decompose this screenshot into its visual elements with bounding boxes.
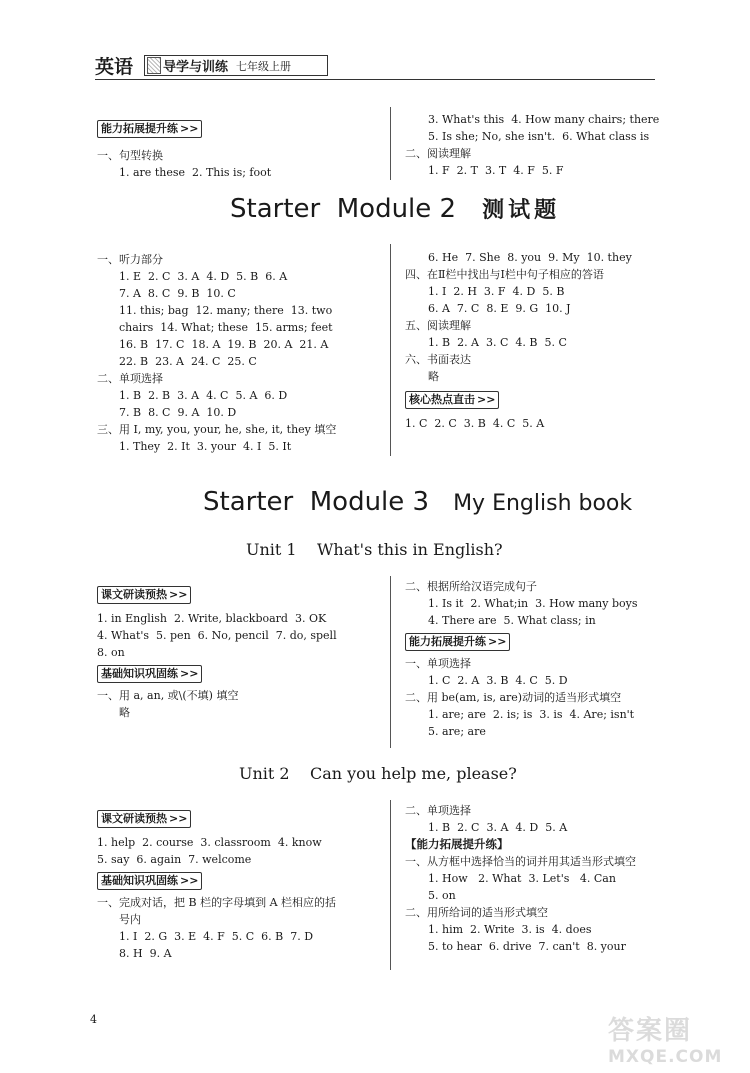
column-divider bbox=[390, 800, 391, 970]
grade-label: 七年级上册 bbox=[236, 59, 292, 73]
text-line: 四、在Ⅱ栏中找出与Ⅰ栏中句子相应的答语 bbox=[405, 268, 604, 281]
section-tag: 核心热点直击 >> bbox=[405, 391, 499, 409]
module-subtitle: My English book bbox=[453, 491, 633, 516]
text-line: 1. help 2. course 3. classroom 4. know bbox=[97, 836, 322, 849]
section-tag: 能力拓展提升练 >> bbox=[97, 120, 202, 138]
module3-heading bbox=[203, 487, 632, 517]
text-line: 二、单项选择 bbox=[97, 372, 163, 385]
text-line: chairs 14. What; these 15. arms; feet bbox=[119, 321, 333, 334]
text-line: 二、用 be(am, is, are)动词的适当形式填空 bbox=[405, 691, 622, 704]
section-tag: 能力拓展提升练 >> bbox=[405, 633, 510, 651]
text-line: 7. A 8. C 9. B 10. C bbox=[119, 287, 236, 300]
text-line: 5. on bbox=[428, 889, 456, 902]
text-line: 二、根据所给汉语完成句子 bbox=[405, 580, 537, 593]
book-banner bbox=[144, 55, 328, 76]
text-line: 略 bbox=[428, 370, 439, 383]
unit2-left bbox=[97, 810, 336, 962]
text-line: 3. What's this 4. How many chairs; there bbox=[428, 113, 660, 126]
text-line: 1. C 2. A 3. B 4. C 5. D bbox=[428, 674, 568, 687]
text-line: 8. H 9. A bbox=[119, 947, 172, 960]
text-line: 1. I 2. H 3. F 4. D 5. B bbox=[428, 285, 565, 298]
header-rule bbox=[95, 79, 655, 80]
text-line: 六、书面表达 bbox=[405, 353, 471, 366]
text-line: 6. A 7. C 8. E 9. G 10. J bbox=[428, 302, 571, 315]
double-chevron-icon: >> bbox=[180, 874, 199, 887]
watermark-logo bbox=[608, 1010, 738, 1066]
text-line: 1. B 2. A 3. C 4. B 5. C bbox=[428, 336, 567, 349]
section-tag: 课文研读预热 >> bbox=[97, 586, 191, 604]
book-logo-icon bbox=[147, 57, 161, 74]
page-number: 4 bbox=[90, 1013, 97, 1026]
text-line: 1. How 2. What 3. Let's 4. Can bbox=[428, 872, 616, 885]
book-title: 导学与训练 bbox=[163, 60, 229, 75]
unit1-left bbox=[97, 586, 337, 721]
page-header bbox=[95, 52, 655, 76]
text-line: 一、从方框中选择恰当的词并用其适当形式填空 bbox=[405, 855, 636, 868]
double-chevron-icon: >> bbox=[169, 588, 188, 601]
module2-right bbox=[405, 249, 632, 432]
text-line: 22. B 23. A 24. C 25. C bbox=[119, 355, 257, 368]
text-line: 5. are; are bbox=[428, 725, 486, 738]
module2-heading bbox=[230, 193, 560, 224]
text-line: 5. Is she; No, she isn't. 6. What class is bbox=[428, 130, 650, 143]
text-line: 一、听力部分 bbox=[97, 253, 163, 266]
text-line: 1. Is it 2. What;in 3. How many boys bbox=[428, 597, 638, 610]
text-line: 6. He 7. She 8. you 9. My 10. they bbox=[428, 251, 632, 264]
text-line: 8. on bbox=[97, 646, 125, 659]
text-line: 4. There are 5. What class; in bbox=[428, 614, 596, 627]
section-tag: 基础知识巩固练 >> bbox=[97, 665, 202, 683]
text-line: 7. B 8. C 9. A 10. D bbox=[119, 406, 237, 419]
unit2-title: Unit 2 Can you help me, please? bbox=[239, 764, 517, 783]
text-line: 二、阅读理解 bbox=[405, 147, 471, 160]
text-line: 二、用所给词的适当形式填空 bbox=[405, 906, 548, 919]
text-line: 一、完成对话，把 B 栏的字母填到 A 栏相应的括 bbox=[97, 896, 337, 909]
module-subtitle: 测试题 bbox=[482, 197, 561, 223]
text-line: 五、阅读理解 bbox=[405, 319, 471, 332]
text-line: 1. F 2. T 3. T 4. F 5. F bbox=[428, 164, 564, 177]
section1-left bbox=[97, 120, 271, 181]
section-tag: 【能力拓展提升练】 bbox=[405, 837, 509, 851]
text-line: 一、单项选择 bbox=[405, 657, 471, 670]
text-line: 1. I 2. G 3. E 4. F 5. C 6. B 7. D bbox=[119, 930, 314, 943]
watermark-text: 答案圈 bbox=[608, 1016, 693, 1046]
text-line: 4. What's 5. pen 6. No, pencil 7. do, spell bbox=[97, 629, 337, 642]
unit2-right bbox=[405, 802, 636, 955]
text-line: 1. are these 2. This is; foot bbox=[119, 166, 272, 179]
text-line: 一、用 a, an, 或\(不填) 填空 bbox=[97, 689, 239, 702]
watermark-url: MXQE.COM bbox=[608, 1047, 723, 1067]
double-chevron-icon: >> bbox=[180, 667, 199, 680]
unit1-right bbox=[405, 578, 638, 740]
text-line: 1. him 2. Write 3. is 4. does bbox=[428, 923, 592, 936]
section1-right bbox=[405, 111, 659, 179]
text-line: 号内 bbox=[119, 913, 141, 926]
text-line: 1. They 2. It 3. your 4. I 5. It bbox=[119, 440, 292, 453]
text-line: 二、单项选择 bbox=[405, 804, 471, 817]
module-title: Starter Module 2 bbox=[230, 194, 457, 224]
section-tag: 基础知识巩固练 >> bbox=[97, 872, 202, 890]
text-line: 略 bbox=[119, 706, 130, 719]
text-line: 1. E 2. C 3. A 4. D 5. B 6. A bbox=[119, 270, 288, 283]
double-chevron-icon: >> bbox=[169, 812, 188, 825]
unit1-title: Unit 1 What's this in English? bbox=[246, 540, 503, 559]
text-line: 16. B 17. C 18. A 19. B 20. A 21. A bbox=[119, 338, 329, 351]
text-line: 1. are; are 2. is; is 3. is 4. Are; isn't bbox=[428, 708, 635, 721]
module2-left bbox=[97, 251, 336, 455]
column-divider bbox=[390, 244, 391, 456]
double-chevron-icon: >> bbox=[180, 122, 199, 135]
text-line: 1. C 2. C 3. B 4. C 5. A bbox=[405, 417, 545, 430]
text-line: 一、句型转换 bbox=[97, 149, 163, 162]
double-chevron-icon: >> bbox=[477, 393, 496, 406]
module-title: Starter Module 3 bbox=[203, 487, 430, 517]
text-line: 1. B 2. B 3. A 4. C 5. A 6. D bbox=[119, 389, 288, 402]
text-line: 三、用 I, my, you, your, he, she, it, they 填空 bbox=[97, 423, 337, 436]
text-line: 1. in English 2. Write, blackboard 3. OK bbox=[97, 612, 327, 625]
text-line: 11. this; bag 12. many; there 13. two bbox=[119, 304, 333, 317]
subject-title: 英语 bbox=[95, 56, 134, 78]
text-line: 5. say 6. again 7. welcome bbox=[97, 853, 252, 866]
text-line: 5. to hear 6. drive 7. can't 8. your bbox=[428, 940, 626, 953]
double-chevron-icon: >> bbox=[488, 635, 507, 648]
column-divider bbox=[390, 576, 391, 748]
section-tag: 课文研读预热 >> bbox=[97, 810, 191, 828]
column-divider bbox=[390, 107, 391, 180]
text-line: 1. B 2. C 3. A 4. D 5. A bbox=[428, 821, 568, 834]
